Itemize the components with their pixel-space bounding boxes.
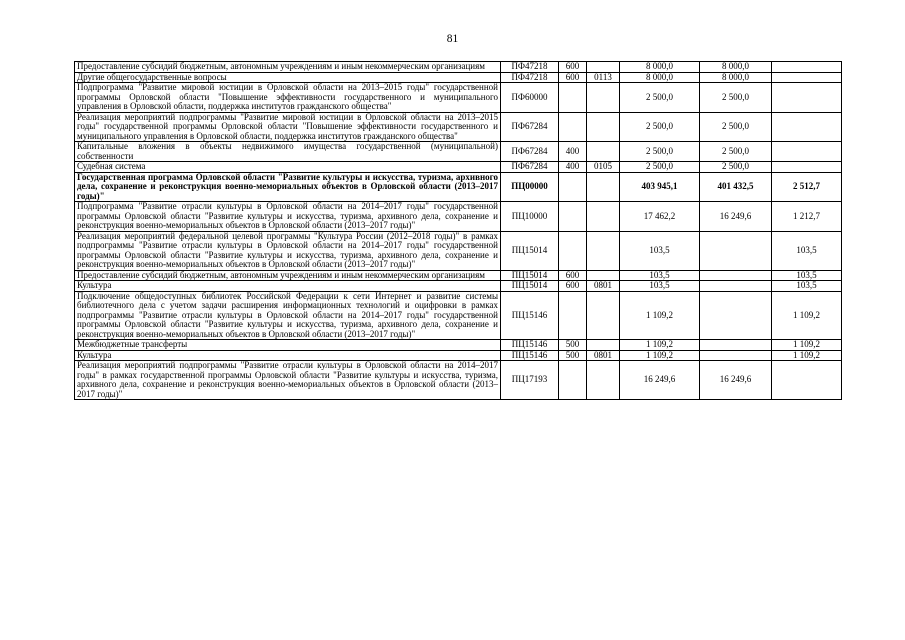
expense-group-cell: 500 (559, 340, 587, 351)
target-code-cell: ПФ47218 (501, 62, 559, 73)
amount-total-cell: 1 109,2 (620, 340, 700, 351)
amount-regional-cell (700, 350, 772, 361)
row-name-cell: Предоставление субсидий бюджетным, автономным учреждениям и иным некоммерческим организациям (75, 62, 501, 73)
row-name-cell: Культура (75, 281, 501, 292)
row-name-cell: Предоставление субсидий бюджетным, автономным учреждениям и иным некоммерческим организациям (75, 270, 501, 281)
table-row (75, 281, 842, 292)
target-code-cell: ПФ67284 (501, 112, 559, 142)
amount-total-cell: 2 500,0 (620, 83, 700, 113)
table-row (75, 340, 842, 351)
table-row (75, 350, 842, 361)
table-row (75, 270, 842, 281)
amount-federal-cell (772, 72, 842, 83)
amount-total-cell: 1 109,2 (620, 291, 700, 340)
table-row (75, 72, 842, 83)
expense-group-cell (559, 291, 587, 340)
row-name-cell: Капитальные вложения в объекты недвижимого имущества государственной (муниципальной) собственности (75, 142, 501, 162)
target-code-cell: ПФ67284 (501, 162, 559, 173)
row-name-cell: Культура (75, 350, 501, 361)
row-name-cell: Реализация мероприятий подпрограммы "Развитие мировой юстиции в Орловской области на 2013–2015 годы" государственной программы Орловской области "Повышение эффективности государственного и муниципального управления в Орловской области, поддержка институтов гражданского общества" (75, 112, 501, 142)
amount-regional-cell (700, 281, 772, 292)
target-code-cell: ПЦ15146 (501, 350, 559, 361)
amount-federal-cell (772, 112, 842, 142)
amount-total-cell: 8 000,0 (620, 72, 700, 83)
amount-federal-cell (772, 361, 842, 400)
amount-total-cell: 2 500,0 (620, 162, 700, 173)
expense-group-cell (559, 231, 587, 270)
row-name-cell: Государственная программа Орловской области "Развитие культуры и искусства, туризма, архивного дела, сохранение и реконструкция военно-мемориальных объектов в Орловской области (2013–2017 годы)" (75, 172, 501, 202)
amount-regional-cell (700, 270, 772, 281)
table-row (75, 112, 842, 142)
amount-federal-cell: 103,5 (772, 231, 842, 270)
amount-total-cell: 403 945,1 (620, 172, 700, 202)
section-code-cell (587, 270, 620, 281)
amount-federal-cell: 1 109,2 (772, 350, 842, 361)
budget-table (74, 61, 842, 400)
amount-total-cell: 17 462,2 (620, 202, 700, 232)
section-code-cell (587, 142, 620, 162)
table-row (75, 162, 842, 173)
amount-regional-cell: 16 249,6 (700, 202, 772, 232)
target-code-cell: ПЦ00000 (501, 172, 559, 202)
row-name-cell: Подпрограмма "Развитие мировой юстиции в Орловской области на 2013–2015 годы" государственной программы Орловской области "Повышение эффективности государственного и муниципального управления в Орловской области, поддержка институтов гражданского общества" (75, 83, 501, 113)
expense-group-cell: 600 (559, 72, 587, 83)
expense-group-cell: 600 (559, 270, 587, 281)
table-row (75, 231, 842, 270)
amount-regional-cell: 2 500,0 (700, 162, 772, 173)
expense-group-cell: 400 (559, 162, 587, 173)
amount-federal-cell: 1 212,7 (772, 202, 842, 232)
amount-regional-cell (700, 340, 772, 351)
amount-regional-cell (700, 231, 772, 270)
amount-regional-cell: 401 432,5 (700, 172, 772, 202)
amount-federal-cell: 103,5 (772, 270, 842, 281)
table-row (75, 172, 842, 202)
target-code-cell: ПФ67284 (501, 142, 559, 162)
expense-group-cell: 600 (559, 281, 587, 292)
amount-regional-cell: 8 000,0 (700, 62, 772, 73)
expense-group-cell: 500 (559, 350, 587, 361)
row-name-cell: Другие общегосударственные вопросы (75, 72, 501, 83)
page-number: 81 (446, 33, 459, 45)
target-code-cell: ПФ60000 (501, 83, 559, 113)
expense-group-cell (559, 112, 587, 142)
section-code-cell: 0113 (587, 72, 620, 83)
row-name-cell: Судебная система (75, 162, 501, 173)
expense-group-cell: 400 (559, 142, 587, 162)
amount-regional-cell: 2 500,0 (700, 83, 772, 113)
amount-federal-cell (772, 162, 842, 173)
section-code-cell: 0801 (587, 281, 620, 292)
table-row (75, 62, 842, 73)
amount-regional-cell: 16 249,6 (700, 361, 772, 400)
target-code-cell: ПФ47218 (501, 72, 559, 83)
row-name-cell: Реализация мероприятий подпрограммы "Развитие отрасли культуры в Орловской области на 2014–2017 годы" в рамках государственной программы Орловской области "Развитие культуры и искусства, туризма, архивного дела, сохранение и реконструкция военно-мемориальных объектов в Орловской области (2013–2017 годы)" (75, 361, 501, 400)
amount-federal-cell (772, 62, 842, 73)
section-code-cell: 0105 (587, 162, 620, 173)
section-code-cell (587, 202, 620, 232)
section-code-cell: 0801 (587, 350, 620, 361)
expense-group-cell (559, 202, 587, 232)
section-code-cell (587, 83, 620, 113)
amount-regional-cell: 2 500,0 (700, 142, 772, 162)
section-code-cell (587, 62, 620, 73)
amount-total-cell: 103,5 (620, 231, 700, 270)
row-name-cell: Подпрограмма "Развитие отрасли культуры в Орловской области на 2014–2017 годы" государственной программы Орловской области "Развитие культуры и искусства, туризма, архивного дела, сохранение и реконструкция военно-мемориальных объектов в Орловской области (2013–2017 годы)" (75, 202, 501, 232)
amount-total-cell: 8 000,0 (620, 62, 700, 73)
target-code-cell: ПЦ10000 (501, 202, 559, 232)
table-row (75, 202, 842, 232)
table-row (75, 291, 842, 340)
amount-total-cell: 2 500,0 (620, 112, 700, 142)
table-row (75, 83, 842, 113)
amount-regional-cell (700, 291, 772, 340)
target-code-cell: ПЦ15014 (501, 281, 559, 292)
target-code-cell: ПЦ15014 (501, 231, 559, 270)
section-code-cell (587, 361, 620, 400)
amount-federal-cell: 2 512,7 (772, 172, 842, 202)
amount-federal-cell: 1 109,2 (772, 291, 842, 340)
amount-federal-cell: 1 109,2 (772, 340, 842, 351)
amount-federal-cell (772, 142, 842, 162)
target-code-cell: ПЦ15146 (501, 340, 559, 351)
amount-total-cell: 1 109,2 (620, 350, 700, 361)
row-name-cell: Межбюджетные трансферты (75, 340, 501, 351)
row-name-cell: Подключение общедоступных библиотек Российской Федерации к сети Интернет и развитие системы библиотечного дела с учетом задачи расширения информационных технологий и оцифровки в рамках подпрограммы "Развитие отрасли культуры в Орловской области на 2014–2017 годы" государственной программы Орловской области "Развитие культуры и искусства, туризма, архивного дела, сохранение и реконструкция военно-мемориальных объектов в Орловской области (2013–2017 годы)" (75, 291, 501, 340)
expense-group-cell: 600 (559, 62, 587, 73)
section-code-cell (587, 291, 620, 340)
amount-regional-cell: 8 000,0 (700, 72, 772, 83)
section-code-cell (587, 231, 620, 270)
row-name-cell: Реализация мероприятий федеральной целевой программы "Культура России (2012–2018 годы)" в рамках подпрограммы "Развитие отрасли культуры в Орловской области на 2014–2017 годы" государственной программы Орловской области "Развитие культуры и искусства, туризма, архивного дела, сохранение и реконструкция военно-мемориальных объектов в Орловской области (2013–2017 годы)" (75, 231, 501, 270)
section-code-cell (587, 340, 620, 351)
table-body (75, 62, 842, 400)
amount-total-cell: 103,5 (620, 281, 700, 292)
amount-regional-cell: 2 500,0 (700, 112, 772, 142)
amount-federal-cell: 103,5 (772, 281, 842, 292)
target-code-cell: ПЦ15146 (501, 291, 559, 340)
table-row (75, 361, 842, 400)
amount-total-cell: 16 249,6 (620, 361, 700, 400)
amount-federal-cell (772, 83, 842, 113)
expense-group-cell (559, 361, 587, 400)
expense-group-cell (559, 172, 587, 202)
section-code-cell (587, 172, 620, 202)
target-code-cell: ПЦ15014 (501, 270, 559, 281)
table-row (75, 142, 842, 162)
amount-total-cell: 103,5 (620, 270, 700, 281)
target-code-cell: ПЦ17193 (501, 361, 559, 400)
expense-group-cell (559, 83, 587, 113)
section-code-cell (587, 112, 620, 142)
amount-total-cell: 2 500,0 (620, 142, 700, 162)
